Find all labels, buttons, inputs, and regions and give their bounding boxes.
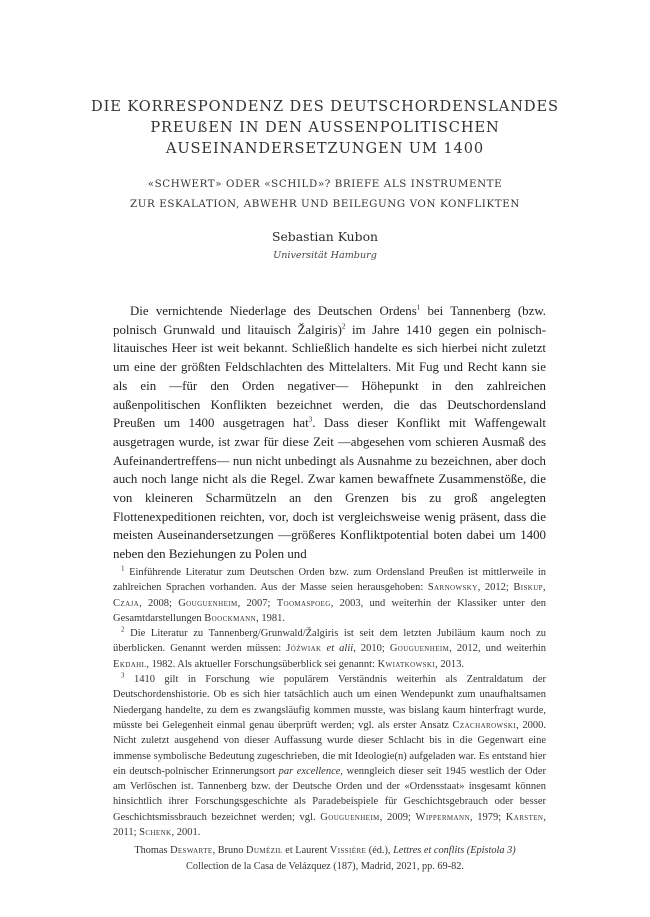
author-name: Sebastian Kubon (271, 229, 379, 244)
cited-author: Gouguenheim (178, 597, 238, 609)
body-text (113, 302, 546, 564)
footnote-text: , 2009; (379, 811, 416, 823)
footnote-text: , 2008; (139, 597, 179, 609)
body-paragraph (113, 302, 546, 564)
footnote-ref[interactable]: 1 (416, 303, 421, 312)
footnote-text: , 2003, und weiterhin der Klassiker unter den Gesamtdarstellungen (113, 597, 546, 624)
body-span: . Dass dieser Konflikt mit Waffengewalt ausgetragen wurde, ist zwar für diese Zeit —abgesehen vom schieren Ausmaß des Aufeinandertreffens— nun nicht unbedingt als Ausnahme zu bezeichnen, aber doch auch noch lange nicht als die Regel. Zwar kamen bewaffnete Zusammenstöße, die von kleineren Scharmützeln an den Grenzen bis zu groß angelegten Flottenexpeditionen reichten, vor, doch ist vergleichsweise wenig präsent, dass die meisten Auseinandersetzungen —größeres Konfliktpotential boten dabei um 1400 neben den Beziehungen zu Polen und (113, 416, 546, 562)
cited-author: Karsten (505, 811, 544, 823)
cited-author: Schenk (139, 827, 172, 839)
cited-author: Sarnowsky (427, 582, 478, 594)
footnote-number: 2 (121, 625, 125, 634)
footnotes (113, 565, 546, 840)
title-line: AUSEINANDERSETZUNGEN UM 1400 (165, 140, 485, 157)
book-title: Lettres et conflits (Epistola 3) (393, 845, 516, 856)
article-subtitle (70, 174, 580, 214)
footnote-text: , 1981. (256, 612, 285, 624)
article-title (60, 96, 590, 159)
footer-text: Thomas (134, 845, 171, 856)
cited-author: Toomaspoeg (276, 597, 331, 609)
footnote-text: , 2012; (477, 582, 514, 594)
footnote-text: , 2010; (353, 643, 390, 655)
footnote-italic: et alii (321, 643, 354, 655)
footnote-3 (113, 672, 546, 840)
footnote-text: , 2007; (237, 597, 277, 609)
title-line: DIE KORRESPONDENZ DES DEUTSCHORDENSLANDES (91, 98, 559, 115)
footnote-text: Die Literatur zu Tannenberg/Grunwald/Žalgiris ist seit dem letzten Jubiläum kaum noch zu überblicken. Genannt werden müssen: (113, 628, 546, 655)
cited-author: Gouguenheim (389, 643, 450, 655)
editor-name: Vissière (329, 845, 367, 856)
footnote-text: 1410 gilt in Forschung wie populärem Verständnis weiterhin als Zentraldatum der Deutschordenshistorie. Ob es sich hier tatsächlich auch um einen Wendepunkt zum unaufhaltsamen Niedergang handelte, zu dem es zwangsläufig kommen musste, was bislang kaum hinterfragt wurde, müsste bei Gelegenheit einmal genau überprüft werden; vgl. als erster Ansatz (113, 674, 546, 731)
footnote-number: 3 (121, 671, 125, 680)
citation-line-2: Collection de la Casa de Velázquez (187), Madrid, 2021, pp. 69-82. (185, 860, 465, 872)
editor-name: Deswarte (170, 845, 213, 856)
title-line: PREUßEN IN DEN AUSSENPOLITISCHEN (150, 119, 500, 136)
body-span: im Jahre 1410 gegen ein polnisch-litauisches Heer ist weit bekannt. Schließlich handelte es sich hierbei nicht zuletzt um eine der größten Feldschlachten des Mittelalters. Mit Fug und Recht kann sie als ein —für den Orden negativer— Höhepunkt in den zahlreichen außenpolitischen Konflikten bezeichnet werden, die das Deutschordensland Preußen um 1400 ausgetragen hat (113, 322, 546, 431)
footnote-text: , 2000. Nicht zuletzt ausgehend von dieser Auffassung wurde dieser Schlacht bis in die Gegenwart eine immense symbolische Bedeutung zugeschrieben, die mit Ideologie(n) aufgeladen war. Es entstand hier ein deutsch-polnischer Erinnerungsort (113, 719, 546, 777)
footnote-1 (113, 565, 546, 626)
citation-line-1 (0, 843, 650, 859)
footnote-text: , 1979; (469, 811, 506, 823)
cited-author: Boockmann (204, 612, 257, 624)
subtitle-line: «SCHWERT» ODER «SCHILD»? BRIEFE ALS INSTRUMENTE (147, 178, 503, 190)
footnote-text: , 2001. (171, 827, 201, 839)
author-affiliation: Universität Hamburg (273, 250, 377, 261)
footnote-2 (113, 626, 546, 672)
cited-author: Gouguenheim (320, 811, 380, 823)
cited-author: Jóźwiak (286, 643, 322, 655)
footnote-ref[interactable]: 2 (341, 322, 346, 331)
citation-footer (0, 843, 650, 874)
body-span: Die vernichtende Niederlage des Deutschen Ordens (130, 304, 417, 318)
footnote-text: , 2011; (113, 811, 547, 839)
cited-author: Kwiatkowski (377, 658, 436, 670)
body-span: bei Tannenberg (bzw. polnisch Grunwald und litauisch Žalgiris) (113, 304, 547, 337)
footer-text: et Laurent (282, 845, 330, 856)
footnote-text: , wenngleich dieser seit 1945 westlich der Oder am Verlöschen ist. Tannenberg bzw. der Deutsche Orden und der «Ordensstaat» insgesamt können hinsichtlich ihrer Forschungsgeschichte als Paradebeispiele für Geschichtsgebrauch oder besser Geschichtsmissbrauch bezeichnet werden; vgl. (113, 765, 546, 823)
footnote-text: , 2012, und weiterhin (449, 643, 547, 655)
cited-author: Wippermann (415, 811, 470, 823)
cited-author: Biskup, Czaja (113, 582, 546, 609)
footnote-text: Einführende Literatur zum Deutschen Orden bzw. zum Ordensland Preußen ist mittlerweile in zahlreichen Sprachen vorhanden. Aus der Masse seien herausgehoben: (113, 567, 546, 594)
footnote-text: , 1982. Als aktueller Forschungsüberblick sei genannt: (146, 658, 378, 670)
footer-text: , Bruno (212, 845, 247, 856)
cited-author: Czacharowski (452, 719, 517, 731)
footnote-number: 1 (121, 564, 125, 573)
footnote-text: , 2013. (435, 658, 464, 670)
editor-name: Dumézil (246, 845, 283, 856)
subtitle-line: ZUR ESKALATION, ABWEHR UND BEILEGUNG VON KONFLIKTEN (130, 198, 520, 210)
footer-text: (éd.), (366, 845, 394, 856)
cited-author: Ekdahl (113, 658, 147, 670)
footnote-ref[interactable]: 3 (308, 415, 313, 424)
footnote-italic: par excellence (278, 765, 341, 777)
